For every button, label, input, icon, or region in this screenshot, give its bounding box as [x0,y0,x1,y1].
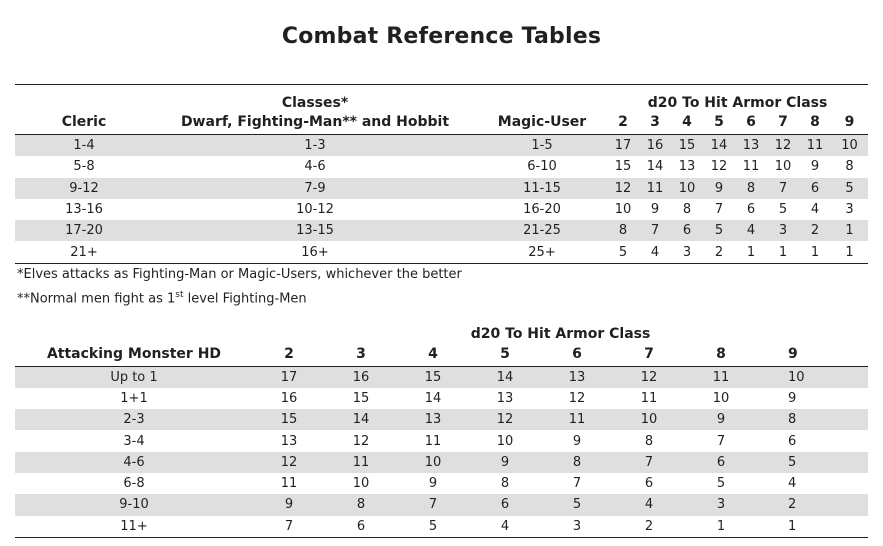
monster-hd-cell: 1+1 [120,390,148,406]
to-hit-cell: 11 [799,135,831,157]
to-hit-cell: 13 [280,433,298,449]
to-hit-cell: 1 [810,244,820,260]
to-hit-cell: 5 [541,494,613,515]
monster-hd-cell: 9-10 [15,494,253,515]
to-hit-cell: 11 [639,178,671,199]
to-hit-cell: 5 [831,178,868,199]
to-hit-cell: 2 [644,518,654,534]
to-hit-cell: 9 [703,178,735,199]
to-hit-cell: 10 [757,366,868,388]
to-hit-cell: 9 [253,494,325,515]
column-header-magic-user: Magic-User [477,111,607,135]
to-hit-cell: 10 [613,409,685,430]
table-row [15,430,868,451]
cleric-cell: 13-16 [65,202,103,218]
to-hit-cell: 11 [685,366,757,388]
to-hit-cell: 3 [767,220,799,241]
table-row [15,135,868,157]
to-hit-cell: 10 [397,452,469,473]
to-hit-cell: 11 [541,409,613,430]
fighter-cell: 7-9 [153,178,477,199]
to-hit-cell: 2 [757,494,868,515]
monster-hd-cell: 6-8 [123,476,145,492]
to-hit-cell: 9 [650,202,660,218]
to-hit-cell: 11 [742,159,760,175]
fighter-cell: 1-3 [153,135,477,157]
cleric-cell: 21+ [70,244,98,260]
column-header-cleric: Cleric [15,111,153,135]
to-hit-cell: 4 [613,494,685,515]
monster-hd-cell: Up to 1 [15,366,253,388]
footnote-text: level Fighting-Men [183,291,307,307]
column-header-ac: 5 [703,111,735,135]
to-hit-cell: 3 [572,518,582,534]
column-header-ac: 7 [767,111,799,135]
to-hit-cell: 2 [714,244,724,260]
to-hit-cell: 7 [714,202,724,218]
to-hit-cell: 12 [710,159,728,175]
to-hit-cell: 13 [735,135,767,157]
to-hit-cell: 15 [352,390,370,406]
to-hit-cell: 2 [799,220,831,241]
magic-user-cell: 25+ [528,244,556,260]
to-hit-cell: 8 [325,494,397,515]
column-header-ac: 4 [671,111,703,135]
column-header-ac: 9 [831,111,868,135]
monster-hd-cell: 2-3 [15,409,253,430]
fighter-cell: 13-15 [153,220,477,241]
to-hit-cell: 17 [607,135,639,157]
to-hit-cell: 9 [685,409,757,430]
table-row [15,199,868,220]
monster-to-hit-table [15,318,868,538]
table-row [15,494,868,515]
to-hit-cell: 6 [788,433,797,449]
to-hit-cell: 3 [845,202,854,218]
to-hit-cell: 7 [716,433,726,449]
to-hit-cell: 8 [757,409,868,430]
to-hit-cell: 13 [541,366,613,388]
magic-user-cell: 6-10 [527,159,557,175]
to-hit-cell: 9 [572,433,582,449]
to-hit-cell: 1 [845,244,854,260]
to-hit-cell: 17 [253,366,325,388]
d20-group-header: d20 To Hit Armor Class [470,326,651,342]
d20-group-header: d20 To Hit Armor Class [647,94,828,111]
empty-header-cell [15,85,153,111]
magic-user-cell: 16-20 [523,202,561,218]
column-header-ac: 7 [613,342,685,366]
to-hit-cell: 8 [682,202,692,218]
empty-header-cell [15,318,253,342]
to-hit-cell: 14 [703,135,735,157]
table-row [15,388,868,409]
to-hit-cell: 9 [810,159,820,175]
to-hit-cell: 9 [428,476,438,492]
column-header-ac: 8 [799,111,831,135]
to-hit-cell: 6 [356,518,366,534]
to-hit-cell: 14 [646,159,664,175]
to-hit-cell: 11 [280,476,298,492]
column-header-ac: 6 [735,111,767,135]
to-hit-cell: 11 [325,452,397,473]
to-hit-cell: 1 [746,244,756,260]
table-row [15,409,868,430]
to-hit-cell: 6 [685,452,757,473]
magic-user-cell: 11-15 [477,178,607,199]
normal-men-footnote [17,290,307,306]
to-hit-cell: 7 [284,518,294,534]
monster-hd-cell: 11+ [120,518,148,534]
to-hit-cell: 4 [810,202,820,218]
to-hit-cell: 15 [614,159,632,175]
to-hit-cell: 10 [671,178,703,199]
to-hit-cell: 7 [397,494,469,515]
to-hit-cell: 8 [541,452,613,473]
to-hit-cell: 4 [500,518,510,534]
to-hit-cell: 12 [253,452,325,473]
to-hit-cell: 11 [424,433,442,449]
to-hit-cell: 13 [496,390,514,406]
table-row [15,516,868,538]
to-hit-cell: 16 [639,135,671,157]
to-hit-cell: 12 [469,409,541,430]
to-hit-cell: 15 [671,135,703,157]
to-hit-cell: 5 [757,452,868,473]
to-hit-cell: 5 [716,476,726,492]
column-header-ac: 6 [541,342,613,366]
to-hit-cell: 10 [831,135,868,157]
cleric-cell: 9-12 [15,178,153,199]
cleric-cell: 5-8 [73,159,95,175]
to-hit-cell: 5 [428,518,438,534]
to-hit-cell: 5 [618,244,628,260]
to-hit-cell: 10 [352,476,370,492]
table-row [15,473,868,494]
table-row [15,366,868,388]
column-header-ac: 2 [253,342,325,366]
to-hit-cell: 12 [607,178,639,199]
to-hit-cell: 16 [280,390,298,406]
to-hit-cell: 4 [788,476,797,492]
to-hit-cell: 5 [778,202,788,218]
to-hit-cell: 6 [746,202,756,218]
magic-user-cell: 21-25 [477,220,607,241]
to-hit-cell: 6 [799,178,831,199]
classes-group-header: Classes* [281,94,349,111]
to-hit-cell: 12 [352,433,370,449]
to-hit-cell: 9 [788,390,797,406]
to-hit-cell: 8 [845,159,854,175]
to-hit-cell: 12 [767,135,799,157]
table-row [15,241,868,263]
to-hit-cell: 8 [607,220,639,241]
to-hit-cell: 8 [500,476,510,492]
to-hit-cell: 10 [614,202,632,218]
column-header-ac: 8 [685,342,757,366]
to-hit-cell: 14 [325,409,397,430]
class-to-hit-table [15,84,868,264]
table-row [15,178,868,199]
to-hit-cell: 4 [650,244,660,260]
column-header-ac: 4 [397,342,469,366]
cleric-cell: 17-20 [15,220,153,241]
elves-footnote: *Elves attacks as Fighting-Man or Magic-Users, whichever the better [17,267,462,282]
to-hit-cell: 6 [469,494,541,515]
empty-header-cell [477,85,607,111]
cleric-cell: 1-4 [15,135,153,157]
footnote-superscript: st [175,290,184,300]
to-hit-cell: 3 [685,494,757,515]
to-hit-cell: 9 [469,452,541,473]
to-hit-cell: 6 [671,220,703,241]
to-hit-cell: 13 [397,409,469,430]
to-hit-cell: 13 [678,159,696,175]
to-hit-cell: 15 [253,409,325,430]
column-header-ac: 2 [607,111,639,135]
column-header-fighter: Dwarf, Fighting-Man** and Hobbit [153,111,477,135]
to-hit-cell: 1 [778,244,788,260]
fighter-cell: 16+ [301,244,329,260]
to-hit-cell: 7 [572,476,582,492]
table-row [15,452,868,473]
to-hit-cell: 10 [774,159,792,175]
to-hit-cell: 14 [424,390,442,406]
to-hit-cell: 1 [831,220,868,241]
table-row [15,156,868,177]
to-hit-cell: 7 [639,220,671,241]
monster-hd-cell: 4-6 [15,452,253,473]
to-hit-cell: 11 [640,390,658,406]
magic-user-cell: 1-5 [477,135,607,157]
to-hit-cell: 4 [735,220,767,241]
monster-hd-cell: 3-4 [123,433,145,449]
to-hit-cell: 7 [613,452,685,473]
to-hit-cell: 5 [703,220,735,241]
to-hit-cell: 12 [613,366,685,388]
page-title: Combat Reference Tables [281,24,602,49]
to-hit-cell: 10 [712,390,730,406]
column-header-ac: 5 [469,342,541,366]
footnote-text: **Normal men fight as 1 [17,291,176,307]
to-hit-cell: 12 [568,390,586,406]
to-hit-cell: 8 [735,178,767,199]
to-hit-cell: 10 [496,433,514,449]
fighter-cell: 10-12 [296,202,334,218]
column-header-ac: 3 [639,111,671,135]
to-hit-cell: 3 [682,244,692,260]
fighter-cell: 4-6 [304,159,326,175]
to-hit-cell: 16 [325,366,397,388]
to-hit-cell: 6 [644,476,654,492]
column-header-ac: 9 [757,342,868,366]
table-row [15,220,868,241]
column-header-hd: Attacking Monster HD [15,342,253,366]
to-hit-cell: 1 [788,518,797,534]
to-hit-cell: 8 [644,433,654,449]
to-hit-cell: 7 [767,178,799,199]
to-hit-cell: 14 [469,366,541,388]
to-hit-cell: 15 [397,366,469,388]
column-header-ac: 3 [325,342,397,366]
to-hit-cell: 1 [716,518,726,534]
